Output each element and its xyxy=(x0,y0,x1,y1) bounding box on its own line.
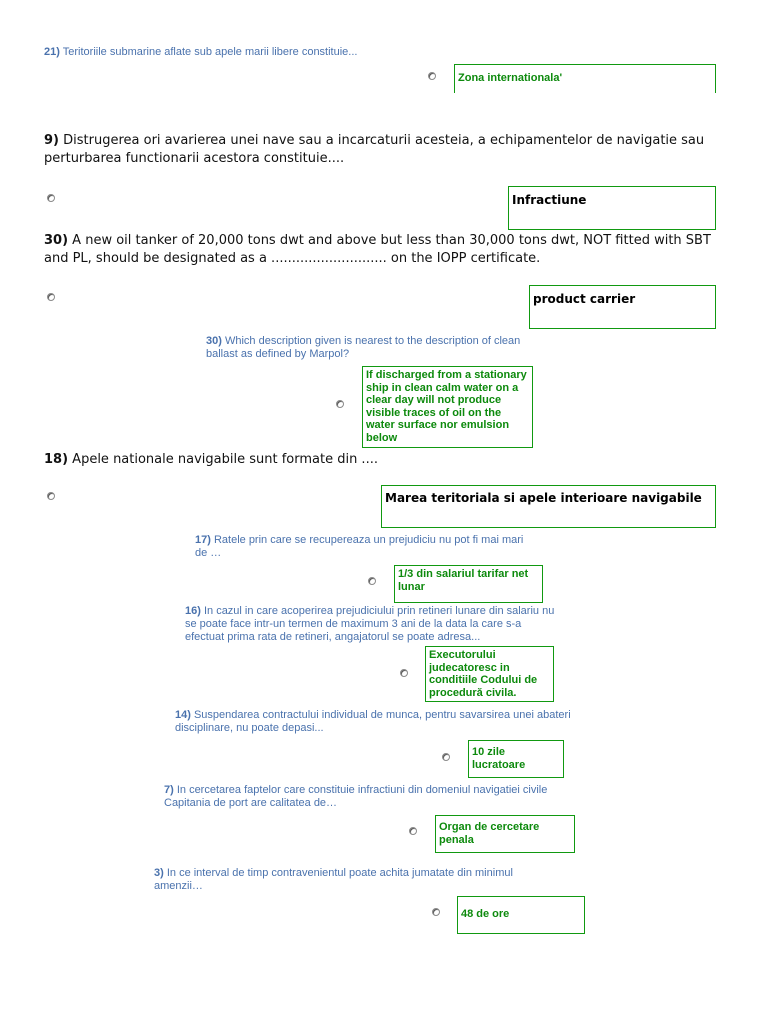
answer-radio-17[interactable] xyxy=(368,577,376,585)
question-text: Apele nationale navigabile sunt formate din .... xyxy=(68,452,378,467)
answer-box-18: Marea teritoriala si apele interioare navigabile xyxy=(381,485,716,528)
question-21 xyxy=(44,46,444,59)
question-18 xyxy=(44,451,444,469)
question-number: 9) xyxy=(44,133,59,148)
question-number: 30) xyxy=(206,335,222,347)
answer-box-14: 10 zile lucratoare xyxy=(468,740,564,778)
question-16 xyxy=(185,605,557,644)
question-3 xyxy=(154,867,554,893)
question-text: Which description given is nearest to the description of clean ballast as defined by Marpol? xyxy=(206,335,521,360)
question-number: 18) xyxy=(44,452,69,467)
question-text: In cercetarea faptelor care constituie infractiuni din domeniul navigatiei civile Capitania de port are calitatea de… xyxy=(164,784,548,809)
answer-box-7: Organ de cercetare penala xyxy=(435,815,575,853)
question-text: A new oil tanker of 20,000 tons dwt and above but less than 30,000 tons dwt, NOT fitted with SBT and PL, should be designated as a ............................ on the IOPP certificate. xyxy=(44,233,711,266)
question-number: 7) xyxy=(164,784,174,796)
answer-radio-7[interactable] xyxy=(409,827,417,835)
answer-radio-30b[interactable] xyxy=(336,400,344,408)
answer-box-30a: product carrier xyxy=(529,285,716,329)
answer-box-16: Executorului judecatoresc in conditiile Codului de procedură civila. xyxy=(425,646,554,702)
question-text: In ce interval de timp contravenientul poate achita jumatate din minimul amenzii… xyxy=(154,867,513,892)
answer-radio-3[interactable] xyxy=(432,908,440,916)
question-text: Suspendarea contractului individual de munca, pentru savarsirea unei abateri disciplinare, nu poate depasi... xyxy=(175,709,571,734)
answer-radio-21[interactable] xyxy=(428,72,436,80)
answer-radio-16[interactable] xyxy=(400,669,408,677)
question-number: 21) xyxy=(44,46,60,58)
answer-box-21: Zona internationala' xyxy=(454,64,716,93)
answer-box-3: 48 de ore xyxy=(457,896,585,934)
question-text: Teritoriile submarine aflate sub apele marii libere constituie... xyxy=(59,46,358,58)
answer-radio-18[interactable] xyxy=(47,492,55,500)
question-14 xyxy=(175,709,575,735)
question-number: 16) xyxy=(185,605,201,617)
question-30a xyxy=(44,232,734,268)
question-17 xyxy=(195,534,535,560)
question-number: 17) xyxy=(195,534,211,546)
question-number: 3) xyxy=(154,867,164,879)
question-number: 30) xyxy=(44,233,69,248)
answer-box-17: 1/3 din salariul tarifar net lunar xyxy=(394,565,543,603)
answer-box-30b: If discharged from a stationary ship in clean calm water on a clear day will not produce visible traces of oil on the water surface nor emulsion below xyxy=(362,366,533,448)
answer-box-9: Infractiune xyxy=(508,186,716,230)
answer-radio-30a[interactable] xyxy=(47,293,55,301)
question-number: 14) xyxy=(175,709,191,721)
question-text: In cazul in care acoperirea prejudiciului prin retineri lunare din salariu nu se poate face intr-un termen de maximum 3 ani de la data la care s-a efectuat prima rata de retineri, angajatorul se poate adresa... xyxy=(185,605,555,643)
question-text: Distrugerea ori avarierea unei nave sau a incarcaturii acesteia, a echipamentelor de navigatie sau perturbarea functionarii acestora constituie.... xyxy=(44,133,705,166)
answer-radio-14[interactable] xyxy=(442,753,450,761)
question-7 xyxy=(164,784,584,810)
question-30b xyxy=(206,335,526,361)
question-text: Ratele prin care se recupereaza un prejudiciu nu pot fi mai mari de … xyxy=(195,534,524,559)
question-9 xyxy=(44,132,724,168)
answer-radio-9[interactable] xyxy=(47,194,55,202)
